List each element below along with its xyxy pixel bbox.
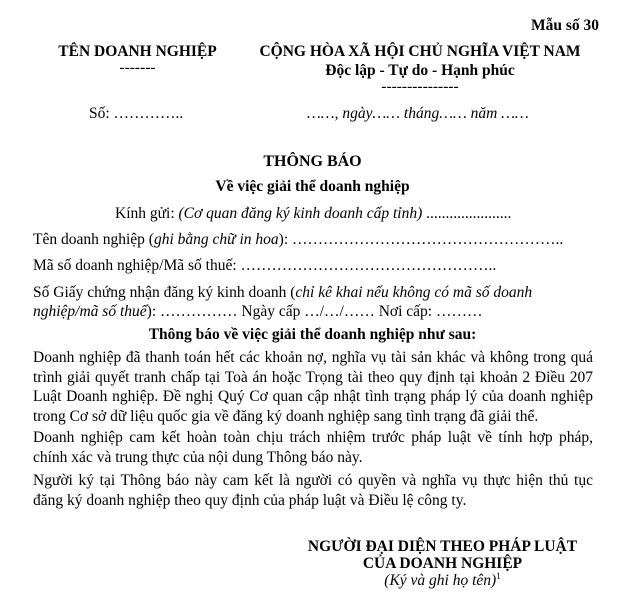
signature-block <box>295 538 590 590</box>
paragraph-3: Người ký tại Thông báo này cam kết là người có quyền và nghĩa vụ thực hiện thủ tục đăng ký doanh nghiệp theo quy định của pháp luật và Điều lệ công ty. <box>33 472 593 509</box>
recipient-hint: (Cơ quan đăng ký kinh doanh cấp tỉnh) <box>178 205 423 222</box>
business-cert-rest: ): …………… Ngày cấp …/…/…… Nơi cấp: ……… <box>146 303 483 320</box>
signature-note: (Ký và ghi họ tên) <box>384 572 497 589</box>
form-number: Mẫu số 30 <box>530 17 599 34</box>
recipient-dots: ...................... <box>422 205 512 222</box>
company-header-rule: ------- <box>119 59 156 76</box>
national-header-rule: --------------- <box>381 78 459 95</box>
business-cert-line <box>33 283 532 321</box>
company-name-label: Tên doanh nghiệp ( <box>33 231 154 248</box>
business-cert-hint-2: nghiệp/mã số thuế <box>33 303 147 320</box>
document-subtitle: Về việc giải thể doanh nghiệp <box>215 178 410 195</box>
date-line: ……, ngày…… tháng…… năm …… <box>307 105 529 122</box>
company-name-line <box>33 231 563 249</box>
signature-title-2: CỦA DOANH NGHIỆP <box>362 555 523 572</box>
company-name-dots: ): …………………………………………….. <box>278 231 564 248</box>
company-name-placeholder: TÊN DOANH NGHIỆP <box>58 43 217 60</box>
tax-code-line: Mã số doanh nghiệp/Mã số thuế: ………………………………………….. <box>33 257 497 274</box>
number-line: Số: ………….. <box>89 105 184 122</box>
signature-note-line <box>295 572 590 590</box>
business-cert-hint-1: chỉ kê khai nếu không có mã số doanh <box>295 284 533 301</box>
section-heading: Thông báo về việc giải thể doanh nghiệp như sau: <box>148 326 477 343</box>
footnote-mark: 1 <box>496 570 501 581</box>
paragraph-2: Doanh nghiệp cam kết hoàn toàn chịu trách nhiệm trước pháp luật về tính hợp pháp, chính xác và trung thực của nội dung Thông báo này. <box>33 429 593 466</box>
company-name-hint: ghi bằng chữ in hoa <box>153 231 279 248</box>
recipient-label: Kính gửi: <box>115 205 179 222</box>
recipient-line <box>115 205 511 223</box>
paragraph-1: Doanh nghiệp đã thanh toán hết các khoản nợ, nghĩa vụ tài sản khác và không trong quá trình giải quyết tranh chấp tại Toà án hoặc Trọng tài theo quy định tại khoản 2 Điều 207 Luật Doanh nghiệp. Đề nghị Quý Cơ quan cập nhật tình trạng pháp lý của doanh nghiệp trong Cơ sở dữ liệu quốc gia về đăng ký doanh nghiệp sang tình trạng đã giải thể. <box>33 349 593 425</box>
document-title: THÔNG BÁO <box>263 153 362 170</box>
national-motto: Độc lập - Tự do - Hạnh phúc <box>325 62 515 79</box>
company-header <box>55 43 220 75</box>
signature-title-1: NGƯỜI ĐẠI DIỆN THEO PHÁP LUẬT <box>307 538 578 555</box>
national-header <box>255 43 585 94</box>
country-name: CỘNG HÒA XÃ HỘI CHỦ NGHĨA VIỆT NAM <box>259 43 581 60</box>
business-cert-label: Số Giấy chứng nhận đăng ký kinh doanh ( <box>33 284 296 301</box>
